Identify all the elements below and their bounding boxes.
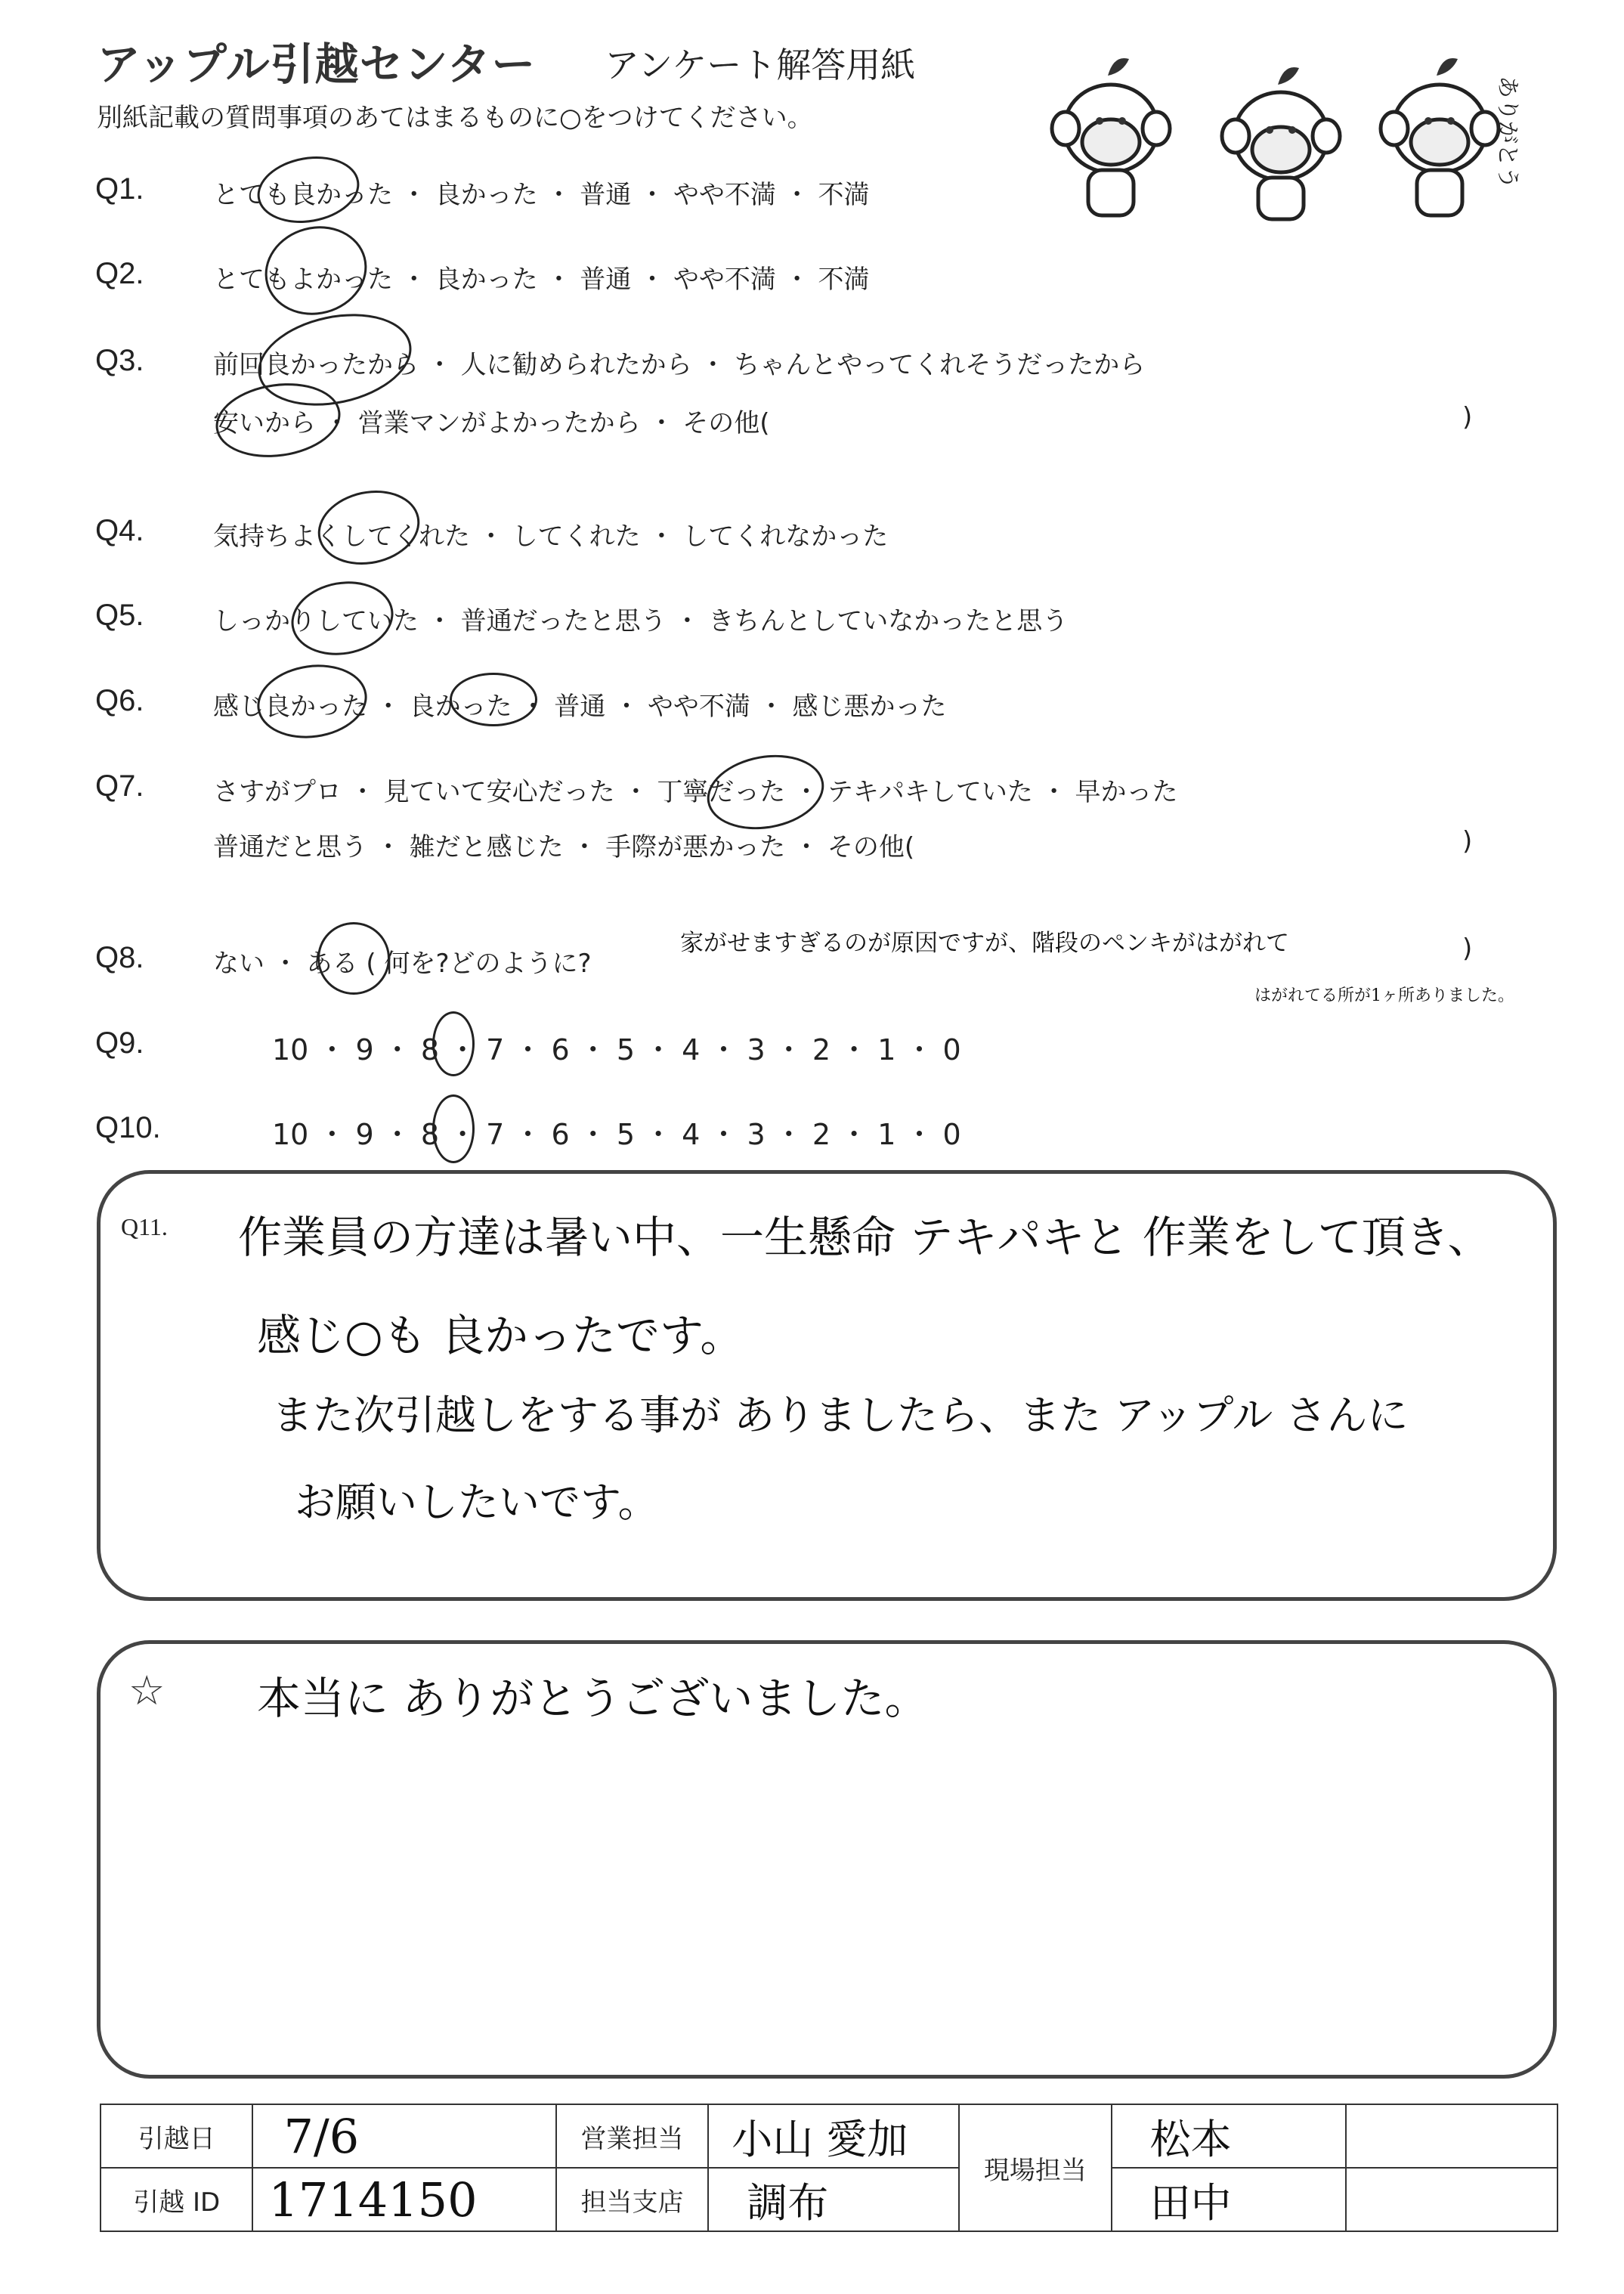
- q6-label: Q6.: [95, 684, 144, 717]
- site-staff-2-value: 田中: [1149, 2178, 1232, 2227]
- empty-cell-bottom: [1346, 2168, 1557, 2231]
- q6-circle-mark-2: [450, 673, 537, 726]
- q8-paren-close: ): [1462, 933, 1473, 964]
- q1-label: Q1.: [95, 172, 144, 206]
- q9-scale: 10 ・ 9 ・ 8 ・ 7 ・ 6 ・ 5 ・ 4 ・ 3 ・ 2 ・ 1 ・ 0: [272, 1033, 961, 1067]
- q9-label: Q9.: [95, 1026, 144, 1060]
- q10-scale: 10 ・ 9 ・ 8 ・ 7 ・ 6 ・ 5 ・ 4 ・ 3 ・ 2 ・ 1 ・ 0: [272, 1118, 961, 1151]
- branch-label: 担当支店: [556, 2168, 708, 2231]
- move-id-value: 1714150: [268, 2172, 478, 2227]
- mascot-illustration: [1035, 45, 1527, 227]
- q2-circle-mark: [255, 215, 376, 326]
- q7-options-line2: 普通だと思う ・ 雑だと感じた ・ 手際が悪かった ・ その他(: [213, 832, 915, 862]
- site-staff-1-value: 松本: [1149, 2115, 1232, 2163]
- q4-options: 気持ちよくしてくれた ・ してくれた ・ してくれなかった: [213, 522, 889, 552]
- q3-options-line2: 安いから ・ 営業マンがよかったから ・ その他(: [213, 408, 770, 438]
- q1-options: とても良かった ・ 良かった ・ 普通 ・ やや不満 ・ 不満: [213, 180, 870, 210]
- q5-circle-mark: [286, 574, 400, 663]
- q8-handwritten-answer-line2: はがれてる所が1ヶ所ありました。: [1254, 986, 1514, 1005]
- move-date-label: 引越日: [101, 2104, 252, 2168]
- star-box-text: 本当に ありがとうございました。: [257, 1673, 929, 1724]
- q3-options-line1: 前回良かったから ・ 人に勧められたから ・ ちゃんとやってくれそうだったから: [213, 350, 1146, 380]
- q5-options: しっかりしていた ・ 普通だったと思う ・ きちんとしていなかったと思う: [213, 606, 1069, 636]
- q8-circle-mark: [317, 922, 390, 995]
- q11-line-2: 感じ○も 良かったです。: [257, 1310, 744, 1361]
- q2-options: とてもよかった ・ 良かった ・ 普通 ・ やや不満 ・ 不満: [213, 265, 870, 295]
- q11-line-4: お願いしたいです。: [295, 1478, 659, 1526]
- q1-circle-mark: [252, 149, 365, 231]
- q8-label: Q8.: [95, 941, 144, 974]
- footer-info-table: [100, 2104, 1558, 2232]
- sales-rep-label: 営業担当: [556, 2104, 708, 2168]
- mascot-caption: ありがとう: [1494, 76, 1520, 189]
- q3-paren-close: ): [1462, 402, 1473, 432]
- q9-circle-mark: [432, 1011, 475, 1076]
- q8-handwritten-answer-line1: 家がせますぎるのが原因ですが、階段のペンキがはがれて: [680, 930, 1289, 957]
- q4-label: Q4.: [95, 514, 144, 547]
- q10-circle-mark: [432, 1094, 475, 1163]
- q3-label: Q3.: [95, 344, 144, 377]
- sales-rep-value: 小山 愛加: [732, 2115, 908, 2163]
- move-date-value: 7/6: [283, 2108, 360, 2164]
- branch-value: 調布: [747, 2178, 829, 2227]
- star-icon: ☆: [128, 1667, 165, 1714]
- q11-label: Q11.: [121, 1213, 168, 1240]
- q8-options: ない ・ ある ( 何を?どのように?: [213, 949, 592, 979]
- q2-label: Q2.: [95, 257, 144, 290]
- instruction-text: 別紙記載の質問事項のあてはまるものに○をつけてください。: [97, 103, 813, 133]
- q5-label: Q5.: [95, 599, 144, 632]
- site-staff-label: 現場担当: [959, 2104, 1111, 2231]
- q10-label: Q10.: [95, 1111, 161, 1144]
- q7-paren-close: ): [1462, 826, 1473, 856]
- q4-circle-mark: [311, 481, 427, 574]
- move-id-label: 引越 ID: [101, 2168, 252, 2231]
- q7-options-line1: さすがプロ ・ 見ていて安心だった ・ 丁寧だった ・ テキパキしていた ・ 早かった: [213, 777, 1178, 807]
- q11-line-1: 作業員の方達は暑い中、一生懸命 テキパキと 作業をして頂き、: [238, 1212, 1492, 1263]
- brand-title: アップル引越センター: [97, 39, 537, 90]
- q6-circle-mark-1: [252, 658, 372, 745]
- q11-line-3: また次引越しをする事が ありましたら、また アップル さんに: [272, 1392, 1409, 1439]
- q7-label: Q7.: [95, 769, 144, 803]
- q6-options: 感じ良かった ・ 良かった ・ 普通 ・ やや不満 ・ 感じ悪かった: [213, 692, 947, 722]
- q7-circle-mark: [701, 746, 830, 838]
- empty-cell-top: [1346, 2104, 1557, 2168]
- form-subtitle: アンケート解答用紙: [605, 45, 916, 85]
